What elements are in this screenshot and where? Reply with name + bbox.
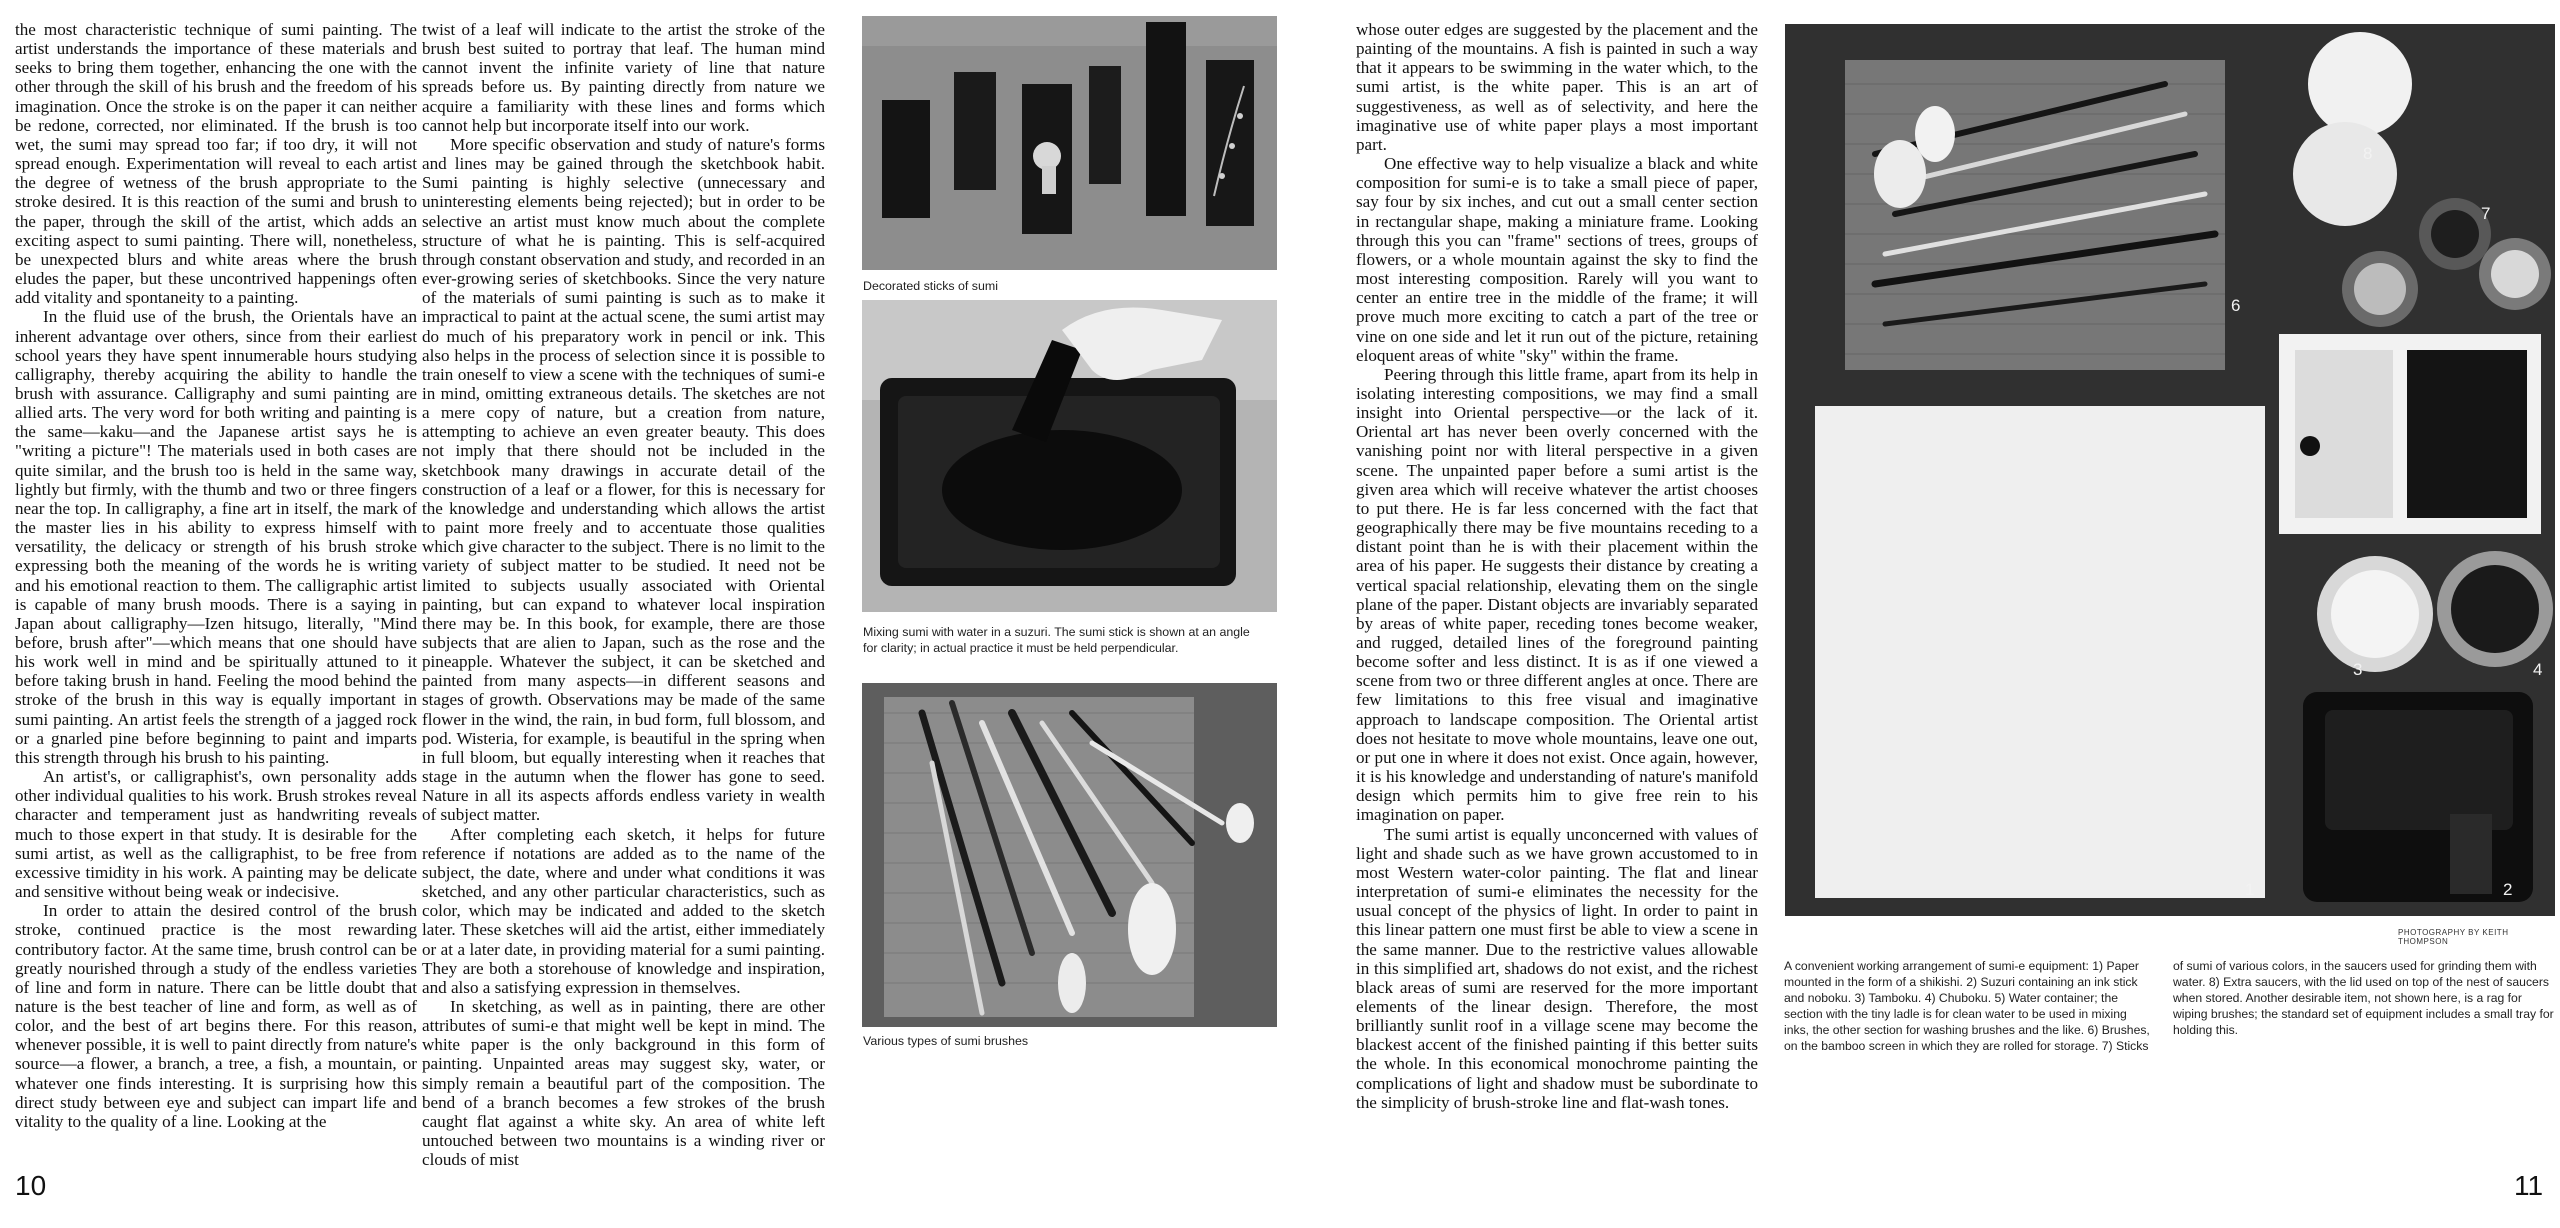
left-column-1 [15, 20, 417, 1131]
photo-number-2: 2 [2503, 880, 2513, 899]
mixing-sumi-photo [862, 300, 1277, 612]
paragraph: In order to attain the desired control of the brush stroke, continued practice is the most rewarding contributory factor. At the same time, brush control can be greatly nourished through a study of the endless varieties of line and form in nature. There can be little doubt that nature is the best teacher of line and form, as well as of color, and the best of art begins there. For this reason, whenever possible, it is well to paint directly from nature's source—a flower, a branch, a tree, a fish, a mountain, or whatever one finds interesting. It is surprising how this direct study between eye and subject can impart life and vitality to the quality of a line. Looking at the [15, 901, 417, 1131]
photo-number-4: 4 [2533, 660, 2543, 679]
caption-sticks: Decorated sticks of sumi [863, 279, 998, 293]
photo-number-5: 5 [2385, 518, 2395, 537]
paragraph: Peering through this little frame, apart from its help in isolating interesting compositions, we may find a small insight into Oriental perspective—or the lack of it. Oriental art has never been overly concerned with the vanishing point nor with literal perspective in a given scene. The unpainted paper before a sumi artist is the given area which will receive whatever the artist chooses to put there. He is far less concerned with the fact that geographically there may be five mountains receding to a distant point than he is with their placement within the area of his paper. He suggests their distance by creating a vertical spacial relationship, elevating them on the single plane of the paper. Distant objects are invariably separated by areas of white paper, receding tones become weaker, and rugged, detailed lines of the foreground painting become softer and less distinct. It is as if one viewed a scene from two or three different angles at once. There are few limitations to this free visual and imaginative approach to landscape composition. The Oriental artist does not hesitate to move whole mountains, leave one out, or put one in where it does not exist. Once again, however, it is his knowledge and understanding of nature's manifold design which permits him to give free rein to his imagination on paper. [1356, 364, 1758, 825]
page-number-right: 11 [2514, 1170, 2544, 1201]
paragraph: After completing each sketch, it helps for future reference if notations are added as to the name of the subject, the date, where and under what conditions it was sketched, and any other particular characteristics, such as color, which may be indicated and added to the sketch later. These sketches will aid the artist, either immediately or at a later date, in providing material for a sumi painting. They are both a storehouse of knowledge and inspiration, and also a satisfying expression in themselves. [422, 824, 825, 997]
paragraph: More specific observation and study of nature's forms and lines may be gained through the sketchbook habit. Sumi painting is highly selective (unnecessary and uninteresting elements being rejected); but in order to be selective an artist must know much about the complete structure of what he is painting. This is self-acquired through constant observation and study, and recorded in an ever-growing series of sketchbooks. Since the very nature of the materials of sumi painting is such as to make it impractical to paint at the actual scene, the sumi artist may do much of his preparatory work in pencil or ink. This also helps in the process of selection since it is possible to train oneself to view a scene with the techniques of sumi-e in mind, omitting extraneous details. The sketches are not a mere copy of nature, but a creation from nature, attempting to achieve an even greater beauty. This does not imply that there should not be included in the sketchbook many drawings in accurate detail of the construction of a leaf or a flower, for this is necessary for the knowledge and understanding which allows the artist to paint more freely and to accentuate those qualities which give character to the subject. There is no limit to the variety of subject matter to be studied. It need not be limited to subjects usually associated with Oriental painting, but can expand to whatever local inspiration there may be. In this book, for example, there are those subjects that are alien to Japan, such as the rose and the pineapple. Whatever the subject, it can be sketched and painted from many aspects—in different seasons and stages of growth. Observations may be made of the same flower in the wind, the rain, in bud form, full blossom, and pod. Wisteria, for example, is beautiful in the spring when in full bloom, but equally interesting when it reaches that stage in the autumn when the flower has gone to seed. Nature in all its aspects affords endless variety in wealth of subject matter. [422, 134, 825, 825]
paragraph: An artist's, or calligraphist's, own personality adds other individual qualities to his work. Brush strokes reveal character and temperament just as handwriting reveals much to those expert in that study. It is desirable for the sumi artist, as well as the calligraphist, to be free from excessive timidity in his work. A painting may be delicate and sensitive without being weak or indecisive. [15, 767, 417, 902]
paragraph: In the fluid use of the brush, the Orientals have an inherent advantage over others, since from their earliest school years they have spent innumerable hours studying calligraphy, thereby acquiring the ability to handle the brush with assurance. Calligraphy and sumi painting are allied arts. The very word for both writing and painting is the same—kaku—and the Japanese artist says he is "writing a picture"! The materials used in both cases are quite similar, and the brush too is held in the same way, lightly but firmly, with the thumb and two or three fingers near the top. In calligraphy, a fine art in itself, the mark of the master lies in his ability to express himself with versatility, the delicacy or strength of his brush stroke expressing both the meaning of the words he is writing and his emotional reaction to them. The calligraphic artist is capable of many brush moods. There is a saying in Japan about calligraphy—Izen hitsugo, literally, "Mind before, brush after"—which means that one should have his work well in mind and be spiritually attuned to it before taking brush in hand. Feeling the mood behind the stroke of the brush in this way is equally important in sumi painting. An artist feels the strength of a jagged rock or a gnarled pine before beginning to paint and imparts this strength through his brush to his painting. [15, 307, 417, 767]
paragraph: In sketching, as well as in painting, there are other attributes of sumi-e that might well be kept in mind. The white paper is the only background in this form of painting. Unpainted areas may suggest sky, water, or simply remain a beautiful part of the composition. The bend of a branch becomes a few strokes of the brush caught flat against a white sky. An area of white left untouched between two mountains is a winding river or clouds of mist [422, 996, 825, 1170]
caption-mixing: Mixing sumi with water in a suzuri. The sumi stick is shown at an angle for clarity; in actual practice it must be held perpendicular. [863, 625, 1250, 655]
photo-credit: PHOTOGRAPHY BY KEITH THOMPSON [2398, 928, 2509, 946]
equipment-photo [1785, 24, 2555, 916]
left-column-2 [422, 20, 825, 1169]
page-number-left: 10 [15, 1170, 47, 1201]
caption-equipment-a: A convenient working arrangement of sumi-e equipment: 1) Paper mounted in the form of a shikishi. 2) Suzuri containing an ink stick and noboku. 3) Tamboku. 4) Chuboku. 5) Water container; the section with the tiny ladle is for clean water to be used in mixing inks, the other section for washing brushes and the like. 6) Brushes, on the bamboo screen in which they are rolled for storage. 7) Sticks [1784, 959, 2150, 1053]
photo-number-1: 1 [2245, 880, 2255, 899]
paragraph: The sumi artist is equally unconcerned with values of light and shade such as we have grown accustomed to in most Western water-color painting. The flat and linear interpretation of sumi-e eliminates the necessity for the usual concept of the physics of light. In order to paint in this linear pattern one must first be able to view a scene in the same manner. Due to the restrictive values allowable in this simplified art, shadows do not exist, and the richest black areas of sumi are reserved for the more important elements of the linear design. Therefore, the most brilliantly sunlit roof in a village scene may become the blackest accent of the finished painting if this better suits the whole. In this economical monochrome painting the complications of light and shadow must be subordinate to the simplicity of brush-stroke line and flat-wash tones. [1356, 824, 1758, 1112]
sumi-brushes-photo [862, 683, 1277, 1027]
sumi-sticks-photo [862, 16, 1277, 270]
paragraph: twist of a leaf will indicate to the artist the stroke of the brush best suited to portray that leaf. The human mind cannot invent the infinite variety of line that nature spreads before us. By painting directly from nature we acquire a familiarity with these lines and forms which cannot help but incorporate itself into our work. [422, 20, 825, 135]
photo-number-6: 6 [2231, 296, 2241, 315]
paragraph: whose outer edges are suggested by the placement and the painting of the mountains. A fish is painted in such a way that it appears to be swimming in the water which, to the sumi artist, is the white paper. This is an art of suggestiveness, as well as of selectivity, and here the imaginative use of white paper plays a most important part. [1356, 20, 1758, 154]
photo-number-3: 3 [2353, 660, 2363, 679]
photo-number-8: 8 [2363, 144, 2373, 163]
caption-brushes: Various types of sumi brushes [863, 1034, 1029, 1048]
paragraph: One effective way to help visualize a black and white composition for sumi-e is to take a small piece of paper, say four by six inches, and cut out a small center section in rectangular shape, making a miniature frame. Looking through this you can "frame" sections of trees, groups of flowers, or a whole mountain against the sky to find the most interesting composition. Rarely will you want to center an entire tree in the middle of the frame; it will prove much more exciting to catch a part of the tree or vine on one side and let it run out of the picture, retaining eloquent areas of white "sky" within the frame. [1356, 154, 1758, 365]
right-column-1 [1356, 20, 1758, 1112]
photo-number-7: 7 [2481, 204, 2491, 223]
caption-equipment-b: of sumi of various colors, in the saucers used for grinding them with water. 8) Extra saucers, with the lid used on top of the nest of saucers when stored. Another desirable item, not shown here, is a rag for wiping brushes; the standard set of equipment includes a small tray for holding this. [2173, 959, 2554, 1037]
paragraph: the most characteristic technique of sumi painting. The artist understands the importance of these materials and seeks to bring them together, enhancing the one with the other through the skill of his brush and the freedom of his imagination. Once the stroke is on the paper it can neither be redone, corrected, nor eliminated. If the brush is too wet, the sumi may spread too far; if too dry, it will not spread enough. Experimentation will reveal to each artist the degree of wetness of the brush appropriate to the stroke desired. It is this reaction of the sumi and brush to the paper, through the skill of the artist, which adds an exciting aspect to sumi painting. There will, nonetheless, be unexpected blurs and white areas where the brush eludes the paper, but these uncontrived happenings often add vitality and spontaneity to a painting. [15, 20, 417, 308]
